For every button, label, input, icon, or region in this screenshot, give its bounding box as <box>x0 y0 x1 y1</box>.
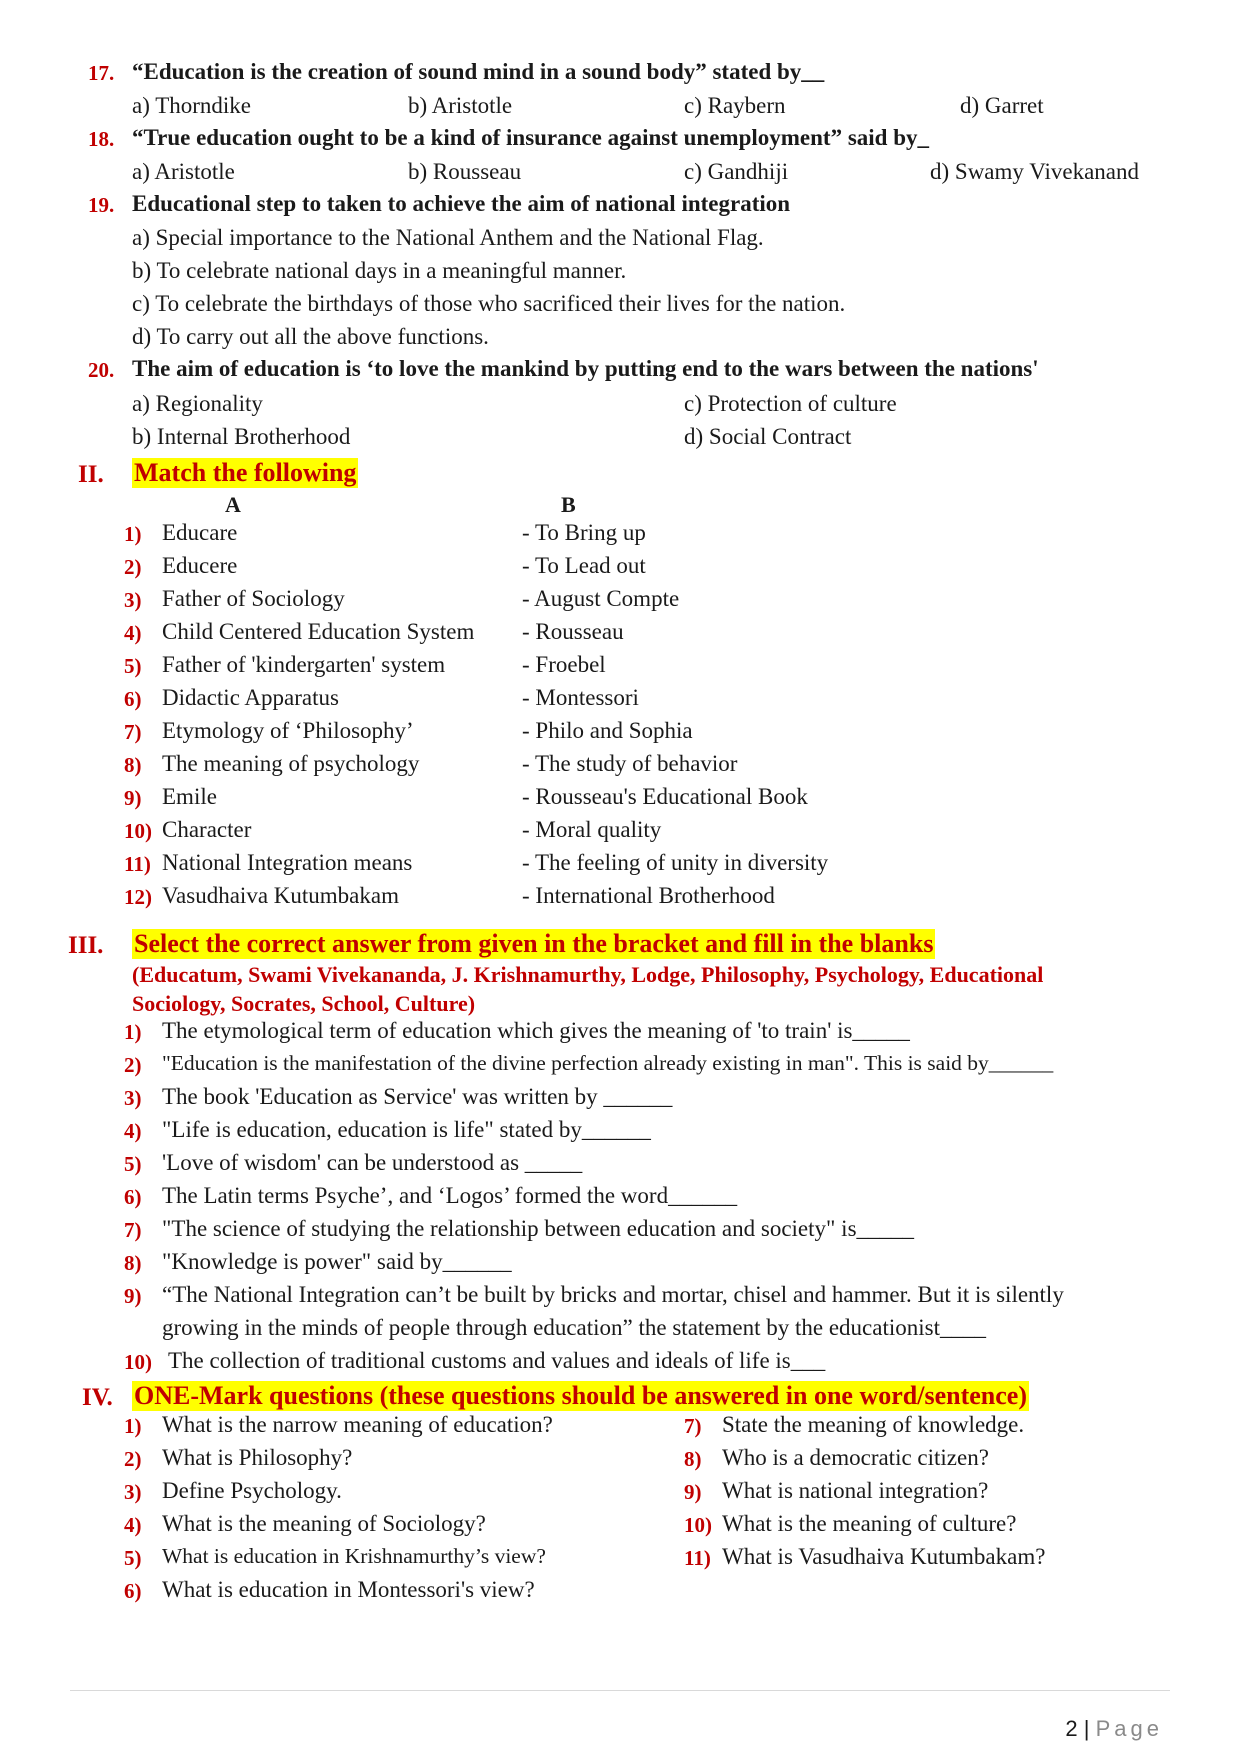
question-number: 18. <box>88 127 115 151</box>
fill-blank-text: The collection of traditional customs and values and ideals of life is___ <box>168 1348 826 1373</box>
fill-blank-text: "The science of studying the relationship between education and society" is_____ <box>162 1216 915 1241</box>
item-number: 10) <box>124 819 152 843</box>
item-number: 7) <box>124 1218 142 1242</box>
question-text: Educational step to taken to achieve the aim of national integration <box>132 191 791 216</box>
item-number: 7) <box>124 720 142 744</box>
item-number: 8) <box>124 753 142 777</box>
item-number: 2) <box>124 1447 142 1471</box>
item-number: 10) <box>684 1513 712 1537</box>
item-number: 12) <box>124 885 152 909</box>
column-b-item: - International Brotherhood <box>522 883 775 908</box>
item-number: 5) <box>124 654 142 678</box>
column-b-item: - To Bring up <box>522 520 646 545</box>
column-a-item: Child Centered Education System <box>162 619 475 644</box>
item-number: 7) <box>684 1414 702 1438</box>
item-number: 5) <box>124 1152 142 1176</box>
section-roman-numeral: IV. <box>82 1384 113 1411</box>
question-text: What is education in Montessori's view? <box>162 1577 535 1602</box>
column-b-item: - Rousseau <box>522 619 624 644</box>
column-a-item: Vasudhaiva Kutumbakam <box>162 883 399 908</box>
item-number: 3) <box>124 588 142 612</box>
column-b-item: - The study of behavior <box>522 751 738 776</box>
fill-blank-text: “The National Integration can’t be built by bricks and mortar, chisel and hammer. But it is silently <box>162 1282 1064 1307</box>
item-number: 3) <box>124 1480 142 1504</box>
option-c: c) To celebrate the birthdays of those who sacrificed their lives for the nation. <box>132 291 846 316</box>
option-c: c) Protection of culture <box>684 391 897 416</box>
question-text: What is Vasudhaiva Kutumbakam? <box>722 1544 1046 1569</box>
item-number: 6) <box>124 1185 142 1209</box>
fill-blank-text: "Knowledge is power" said by______ <box>162 1249 512 1274</box>
column-b-heading: B <box>561 492 576 517</box>
section-roman-numeral: II. <box>78 461 104 488</box>
question-text: What is the meaning of Sociology? <box>162 1511 486 1536</box>
option-a: a) Special importance to the National Anthem and the National Flag. <box>132 225 764 250</box>
column-a-item: National Integration means <box>162 850 413 875</box>
item-number: 2) <box>124 1053 142 1077</box>
item-number: 9) <box>124 786 142 810</box>
question-number: 17. <box>88 61 115 85</box>
fill-blank-text: The Latin terms Psyche’, and ‘Logos’ formed the word______ <box>162 1183 738 1208</box>
question-text: State the meaning of knowledge. <box>722 1412 1025 1437</box>
column-b-item: - To Lead out <box>522 553 646 578</box>
option-c: c) Raybern <box>684 93 786 118</box>
item-number: 1) <box>124 1020 142 1044</box>
column-b-item: - Froebel <box>522 652 606 677</box>
column-a-item: The meaning of psychology <box>162 751 420 776</box>
option-a: a) Regionality <box>132 391 263 416</box>
question-number: 20. <box>88 358 115 382</box>
column-b-item: - The feeling of unity in diversity <box>522 850 829 875</box>
question-text: What is Philosophy? <box>162 1445 353 1470</box>
column-a-item: Etymology of ‘Philosophy’ <box>162 718 414 743</box>
column-b-item: - Moral quality <box>522 817 662 842</box>
column-a-item: Educare <box>162 520 238 545</box>
item-number: 4) <box>124 1119 142 1143</box>
item-number: 6) <box>124 687 142 711</box>
answer-bank-line-1: (Educatum, Swami Vivekananda, J. Krishnamurthy, Lodge, Philosophy, Psychology, Educational <box>132 962 1044 987</box>
item-number: 2) <box>124 555 142 579</box>
section-roman-numeral: III. <box>68 932 104 959</box>
item-number: 9) <box>684 1480 702 1504</box>
option-a: a) Aristotle <box>132 159 235 184</box>
fill-blank-text: "Life is education, education is life" stated by______ <box>162 1117 651 1142</box>
item-number: 4) <box>124 1513 142 1537</box>
page-label: Page <box>1095 1716 1163 1741</box>
item-number: 1) <box>124 522 142 546</box>
question-text: What is the narrow meaning of education? <box>162 1412 553 1437</box>
question-text: What is the meaning of culture? <box>722 1511 1017 1536</box>
column-a-item: Educere <box>162 553 238 578</box>
column-a-heading: A <box>225 492 241 517</box>
footer-divider <box>70 1690 1170 1691</box>
option-c: c) Gandhiji <box>684 159 789 184</box>
column-a-item: Father of 'kindergarten' system <box>162 652 446 677</box>
item-number: 1) <box>124 1414 142 1438</box>
section-title: ONE-Mark questions (these questions should be answered in one word/sentence) <box>134 1381 1027 1410</box>
item-number: 5) <box>124 1546 142 1570</box>
section-title: Match the following <box>134 458 357 487</box>
question-text: Define Psychology. <box>162 1478 342 1503</box>
item-number: 3) <box>124 1086 142 1110</box>
item-number: 6) <box>124 1579 142 1603</box>
column-a-item: Didactic Apparatus <box>162 685 339 710</box>
question-text: Who is a democratic citizen? <box>722 1445 989 1470</box>
item-number: 11) <box>124 852 151 876</box>
fill-blank-text: 'Love of wisdom' can be understood as _____ <box>162 1150 583 1175</box>
fill-blank-text: "Education is the manifestation of the divine perfection already existing in man". This is said by______ <box>162 1051 1054 1075</box>
page-footer <box>1065 1716 1163 1742</box>
answer-bank-line-2: Sociology, Socrates, School, Culture) <box>132 991 476 1016</box>
item-number: 4) <box>124 621 142 645</box>
column-b-item: - Rousseau's Educational Book <box>522 784 808 809</box>
option-b: b) Aristotle <box>408 93 513 118</box>
option-d: d) Garret <box>960 93 1044 118</box>
question-text: “True education ought to be a kind of insurance against unemployment” said by_ <box>132 125 930 150</box>
fill-blank-text: growing in the minds of people through education” the statement by the educationist____ <box>162 1315 986 1340</box>
option-b: b) To celebrate national days in a meaningful manner. <box>132 258 627 283</box>
footer-separator: | <box>1083 1716 1090 1741</box>
column-b-item: - Philo and Sophia <box>522 718 693 743</box>
item-number: 9) <box>124 1284 142 1308</box>
option-d: d) Social Contract <box>684 424 852 449</box>
question-text: What is education in Krishnamurthy’s view? <box>162 1544 546 1568</box>
option-d: d) To carry out all the above functions. <box>132 324 489 349</box>
page-number: 2 <box>1065 1716 1078 1741</box>
option-a: a) Thorndike <box>132 93 252 118</box>
question-text: “Education is the creation of sound mind in a sound body” stated by__ <box>132 59 825 84</box>
column-a-item: Emile <box>162 784 217 809</box>
option-d: d) Swamy Vivekanand <box>930 159 1139 184</box>
column-b-item: - August Compte <box>522 586 680 611</box>
column-a-item: Character <box>162 817 252 842</box>
option-b: b) Internal Brotherhood <box>132 424 351 449</box>
question-text: The aim of education is ‘to love the mankind by putting end to the wars between the nations' <box>132 356 1039 381</box>
item-number: 10) <box>124 1350 152 1374</box>
fill-blank-text: The book 'Education as Service' was written by ______ <box>162 1084 673 1109</box>
column-a-item: Father of Sociology <box>162 586 345 611</box>
item-number: 8) <box>124 1251 142 1275</box>
question-number: 19. <box>88 193 115 217</box>
column-b-item: - Montessori <box>522 685 639 710</box>
fill-blank-text: The etymological term of education which gives the meaning of 'to train' is_____ <box>162 1018 910 1043</box>
section-title: Select the correct answer from given in the bracket and fill in the blanks <box>134 929 934 958</box>
item-number: 8) <box>684 1447 702 1471</box>
item-number: 11) <box>684 1546 711 1570</box>
option-b: b) Rousseau <box>408 159 522 184</box>
question-text: What is national integration? <box>722 1478 989 1503</box>
